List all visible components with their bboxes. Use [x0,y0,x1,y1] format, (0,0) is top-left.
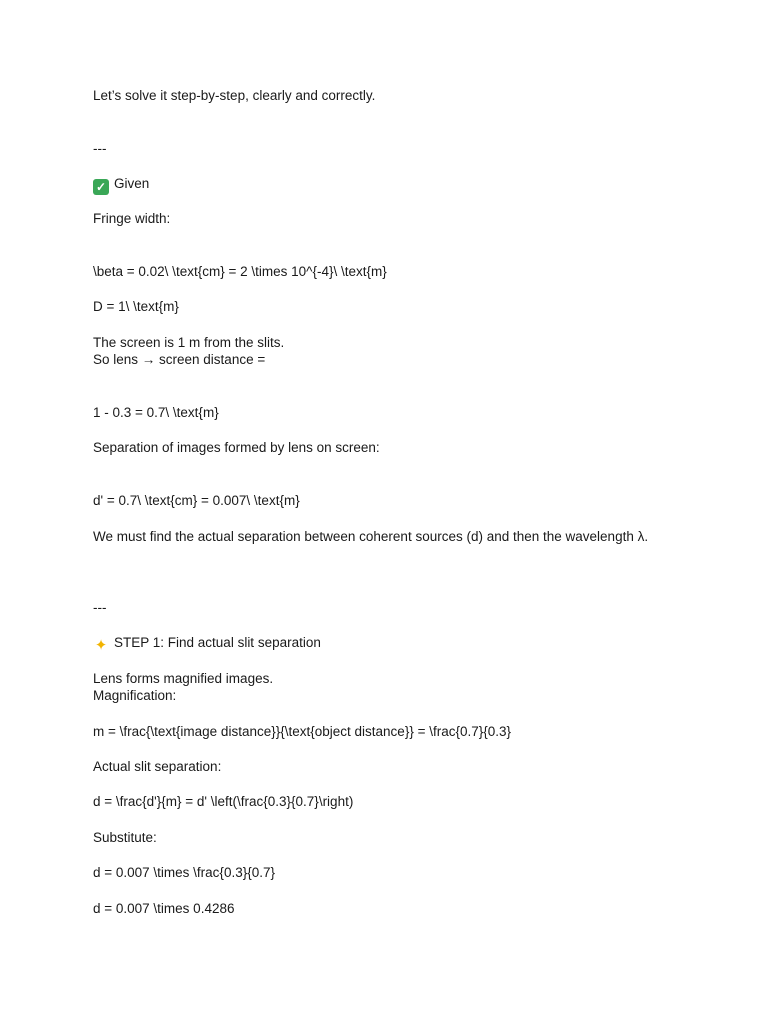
substitute-label: Substitute: [93,830,157,845]
intro-text: Let’s solve it step-by-step, clearly and correctly. [93,88,376,103]
substitution-equation-1: d = 0.007 \times \frac{0.3}{0.7} [93,865,276,880]
substitution-equation-2: d = 0.007 \times 0.4286 [93,901,235,916]
step1-heading [93,634,673,654]
fringe-width-label: Fringe width: [93,211,171,226]
separator: --- [93,141,107,156]
lens-text-line-1: Lens forms magnified images. [93,671,274,686]
screen-text-line-2: So lens → screen distance = [93,352,266,367]
given-heading-label: Given [114,176,150,191]
magnification-equation: m = \frac{\text{image distance}}{\text{object distance}} = \frac{0.7}{0.3} [93,724,512,739]
check-mark-icon: ✓ [93,179,109,195]
step1-heading-label: STEP 1: Find actual slit separation [114,635,321,650]
actual-separation-label: Actual slit separation: [93,759,222,774]
must-find-text: We must find the actual separation between coherent sources (d) and then the wavelength λ. [93,529,649,544]
separator: --- [93,600,107,615]
d-prime-equation: d' = 0.7\ \text{cm} = 0.007\ \text{m} [93,493,300,508]
given-heading [93,175,673,195]
distance-equation: D = 1\ \text{m} [93,299,179,314]
sparkles-icon: ✦ [94,637,108,654]
screen-text-line-1: The screen is 1 m from the slits. [93,335,285,350]
d-fraction-equation: d = \frac{d'}{m} = d' \left(\frac{0.3}{0.7}\right) [93,794,354,809]
lens-screen-distance-equation: 1 - 0.3 = 0.7\ \text{m} [93,405,219,420]
beta-equation: \beta = 0.02\ \text{cm} = 2 \times 10^{-4}\ \text{m} [93,264,387,279]
lens-text-line-2: Magnification: [93,688,177,703]
separation-label: Separation of images formed by lens on screen: [93,440,380,455]
